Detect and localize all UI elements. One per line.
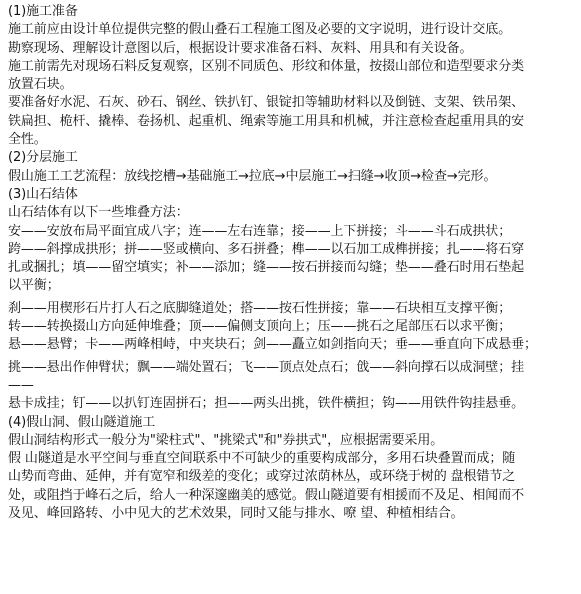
paragraph-line: 转——转换掇山方向延伸堆叠；顶——偏侧支顶向上；压——挑石之尾部压石以求平衡； <box>8 319 512 335</box>
paragraph-line: 安——安放布局平面宜成八字；连——左右连靠；接——上下拼接；斗——斗石成拱状； <box>8 223 512 239</box>
paragraph-line: 假山施工工艺流程：放线挖槽→基础施工→拉底→中层施工→扫缝→收顶→检查→完形。 <box>8 168 497 184</box>
paragraph-line: 假山洞结构形式一般分为"梁柱式"、"挑梁式"和"券拱式"，应根据需要采用。 <box>8 432 444 448</box>
section-heading-layered: (2)分层施工 <box>8 150 78 166</box>
paragraph-line: 悬卡成挂；钉——以扒钉连固拼石；担——两头出挑，铁件横担；钩——用铁件钩挂悬垂。 <box>8 396 525 412</box>
paragraph-line: 悬——悬臂；卡——两峰相峙，中夹块石；剑——矗立如剑指向天；垂——垂直向下成悬垂； <box>8 337 537 353</box>
paragraph-line: 施工前需先对现场石料反复观察，区别不同质色、形纹和体量，按掇山部位和造型要求分类 <box>8 58 525 74</box>
paragraph-line: 以平衡； <box>8 278 60 294</box>
paragraph-line: 扎或捆扎；填——留空填实；补——添加；缝——按石拼接而勾缝；垫——叠石时用石垫起 <box>8 260 525 276</box>
paragraph-line: 跨——斜撑成拱形；拼——竖或横向、多石拼叠；榫——以石加工成榫拼接；扎——将石穿 <box>8 241 525 257</box>
section-heading-caves-tunnels: (4)假山洞、假山隧道施工 <box>8 414 156 430</box>
paragraph-line: 山势而弯曲、延伸，并有宽窄和级差的变化；或穿过浓荫林丛，或环绕于树的 盘根错节之 <box>8 469 516 485</box>
paragraph-line: 及见、峰回路转、小中见大的艺术效果，同时又能与排水、嘹 望、种植相结合。 <box>8 506 464 522</box>
section-heading-rock-structure: (3)山石结体 <box>8 186 78 202</box>
paragraph-line: 刹——用楔形石片打人石之底脚缝道处；搭——按石性拼接；靠——石块相互支撑平衡； <box>8 300 512 316</box>
paragraph-line: 放置石块。 <box>8 77 73 93</box>
paragraph-line: 施工前应由设计单位提供完整的假山叠石工程施工图及必要的文字说明，进行设计交底。 <box>8 22 512 38</box>
paragraph-line: 全性。 <box>8 132 47 148</box>
paragraph-line: 山石结体有以下一些堆叠方法： <box>8 205 189 221</box>
paragraph-line: 挑——悬出作伸臂状；飘——端处置石；飞——顶点处点石；戗——斜向撑石以成洞壁；挂 <box>8 359 525 375</box>
paragraph-line: 假 山隧道是水平空间与垂直空间联系中不可缺少的重要构成部分，多用石块叠置而成；随 <box>8 451 516 467</box>
paragraph-line: 勘察现场、理解设计意图以后，根据设计要求准备石料、灰料、用具和有关设备。 <box>8 40 473 56</box>
paragraph-line: —— <box>8 377 34 393</box>
section-heading-preparation: (1)施工准备 <box>8 4 78 19</box>
paragraph-line: 要准备好水泥、石灰、砂石、钢丝、铁扒钉、银锭扣等辅助材料以及倒链、支架、铁吊架、 <box>8 95 525 111</box>
paragraph-line: 铁扁担、桅杆、撬棒、卷扬机、起重机、绳索等施工用具和机械，并注意检查起重用具的安 <box>8 113 525 129</box>
paragraph-line: 处，或阻挡于峰石之后，给人一种深邃幽美的感觉。假山隧道要有相援而不及足、相闻而不 <box>8 487 525 503</box>
